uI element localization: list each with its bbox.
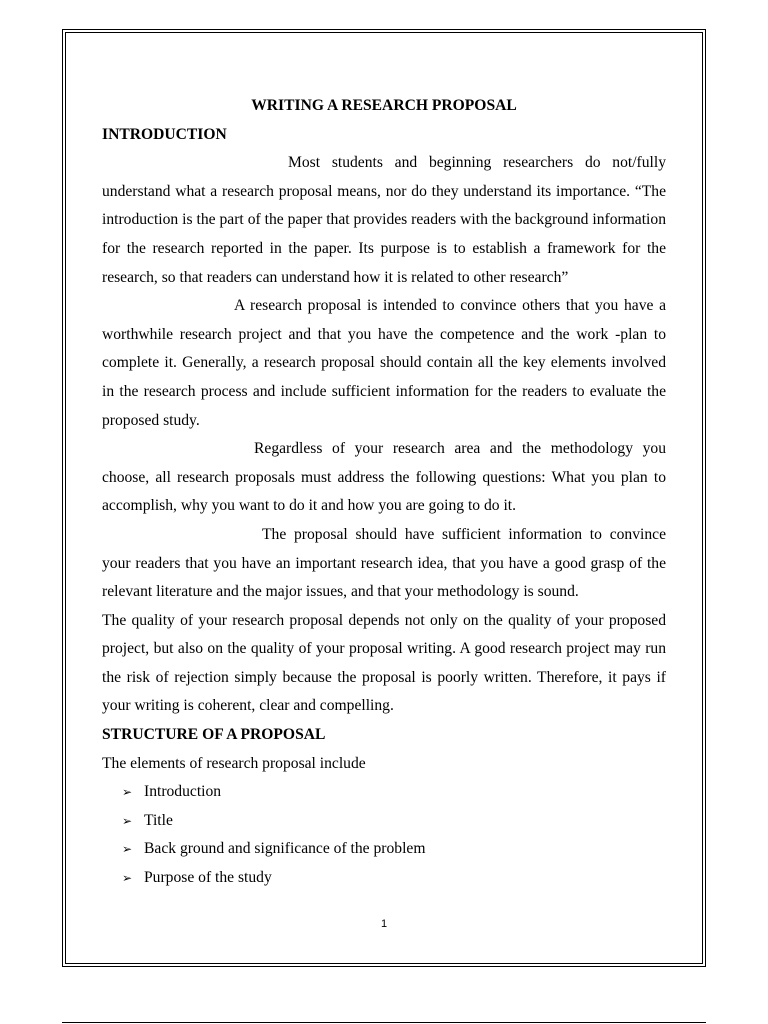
paragraph-1: Most students and beginning researchers do not/fully understand what a research proposal means, nor do they understand its importance. “The introduction is the part of the paper that provides readers with the background information for the research reported in the paper. Its purpose is to establish a framework for the research, so that readers can understand how it is related to other research” bbox=[102, 154, 666, 286]
list-item-label: Purpose of the study bbox=[144, 869, 272, 887]
list-item bbox=[102, 864, 666, 893]
list-item bbox=[102, 778, 666, 807]
introduction-heading: INTRODUCTION bbox=[102, 125, 227, 143]
list-item-label: Back ground and significance of the problem bbox=[144, 840, 426, 858]
arrowhead-bullet-icon: ➢ bbox=[122, 785, 133, 800]
page-number: 1 bbox=[380, 918, 388, 930]
document-title: WRITING A RESEARCH PROPOSAL bbox=[251, 97, 517, 114]
structure-intro: The elements of research proposal include bbox=[102, 754, 366, 772]
next-page-border bbox=[62, 1022, 706, 1023]
arrowhead-bullet-icon: ➢ bbox=[122, 871, 133, 886]
list-item-label: Title bbox=[144, 811, 173, 829]
paragraph-5: The quality of your research proposal depends not only on the quality of your proposed project, but also on the quality of your proposal writing. A good research project may run the risk of rejection simply because the proposal is poorly written. Therefore, it pays if your writing is coherent, clear and compelling. bbox=[102, 611, 666, 715]
list-item-label: Introduction bbox=[144, 783, 222, 801]
structure-heading: STRUCTURE OF A PROPOSAL bbox=[102, 726, 326, 744]
paragraph-2: A research proposal is intended to convince others that you have a worthwhile research project and that you have the competence and the work -plan to complete it. Generally, a research proposal should contain all the key elements involved in the research process and include sufficient information for the readers to evaluate the proposed study. bbox=[102, 297, 666, 429]
arrowhead-bullet-icon: ➢ bbox=[122, 813, 133, 828]
elements-list bbox=[102, 778, 666, 892]
arrowhead-bullet-icon: ➢ bbox=[122, 842, 133, 857]
paragraph-4: The proposal should have sufficient information to convince your readers that you have an important research idea, that you have a good grasp of the relevant literature and the major issues, and that your methodology is sound. bbox=[102, 525, 666, 601]
paragraph-3: Regardless of your research area and the methodology you choose, all research proposals must address the following questions: What you plan to accomplish, why you want to do it and how you are going to do it. bbox=[102, 440, 666, 515]
list-item bbox=[102, 807, 666, 836]
list-item bbox=[102, 835, 666, 864]
document-body bbox=[102, 92, 666, 893]
